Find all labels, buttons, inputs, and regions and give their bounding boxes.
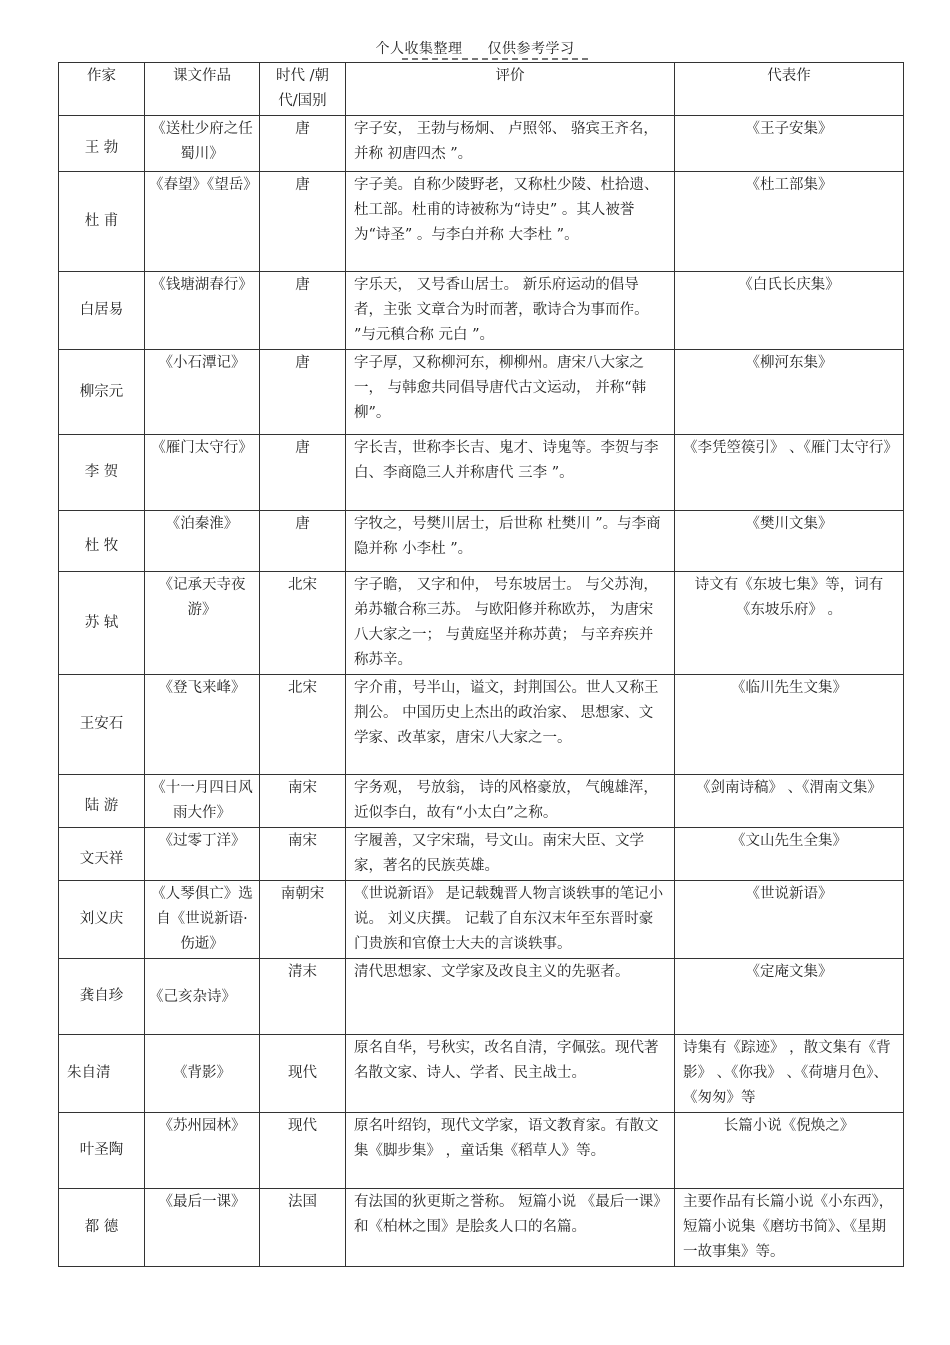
representative-cell: 诗集有《踪迹》 ，散文集有《背影》 、《你我》 、《荷塘月色》、《匆匆》等 bbox=[675, 1035, 904, 1113]
work-cell bbox=[145, 959, 260, 1035]
era-cell: 唐 bbox=[260, 350, 346, 435]
work-cell: 《人琴俱亡》选自《世说新语· 伤逝》 bbox=[145, 881, 260, 959]
table-row bbox=[59, 350, 904, 435]
author-cell bbox=[59, 435, 145, 511]
table-row bbox=[59, 675, 904, 775]
author-cell bbox=[59, 828, 145, 881]
work-cell: 《送杜少府之任蜀川》 bbox=[145, 116, 260, 172]
review-cell: 字务观， 号放翁， 诗的风格豪放， 气魄雄浑，近似李白，故有“小太白”之称。 bbox=[346, 775, 675, 828]
review-cell: 《世说新语》 是记载魏晋人物言谈轶事的笔记小说。 刘义庆撰。 记载了自东汉末年至东晋时豪门贵族和官僚士大夫的言谈轶事。 bbox=[346, 881, 675, 959]
page-header bbox=[0, 38, 950, 58]
era-cell: 唐 bbox=[260, 116, 346, 172]
era-cell: 唐 bbox=[260, 435, 346, 511]
representative-cell: 《杜工部集》 bbox=[675, 172, 904, 272]
work-cell: 《苏州园林》 bbox=[145, 1113, 260, 1189]
review-cell: 有法国的狄更斯之誉称。 短篇小说 《最后一课》和《柏林之围》是脍炙人口的名篇。 bbox=[346, 1189, 675, 1267]
review-cell: 字履善，又字宋瑞，号文山。南宋大臣、文学家，著名的民族英雄。 bbox=[346, 828, 675, 881]
column-header-era: 时代 /朝代/国别 bbox=[260, 63, 346, 116]
work-text: 《背影》 bbox=[173, 1065, 231, 1081]
representative-cell: 《樊川文集》 bbox=[675, 511, 904, 572]
era-cell: 唐 bbox=[260, 172, 346, 272]
representative-cell: 《白氏长庆集》 bbox=[675, 272, 904, 350]
table-row bbox=[59, 511, 904, 572]
work-cell: 《登飞来峰》 bbox=[145, 675, 260, 775]
author-name: 杜 牧 bbox=[84, 537, 119, 554]
header-right-text: 仅供参考学习 bbox=[487, 41, 575, 57]
author-cell bbox=[59, 959, 145, 1035]
representative-cell: 《柳河东集》 bbox=[675, 350, 904, 435]
column-header-author: 作家 bbox=[59, 63, 145, 116]
author-name: 苏 轼 bbox=[84, 614, 119, 631]
author-cell bbox=[59, 881, 145, 959]
table-row bbox=[59, 1113, 904, 1189]
author-cell bbox=[59, 1035, 145, 1113]
author-name: 王 勃 bbox=[84, 140, 119, 156]
author-name: 李 贺 bbox=[84, 464, 119, 480]
work-cell: 《春望》《望岳》 bbox=[145, 172, 260, 272]
representative-cell: 诗文有《东坡七集》等，词有《东坡乐府》 。 bbox=[675, 572, 904, 675]
work-cell bbox=[145, 1035, 260, 1113]
review-cell: 字牧之，号樊川居士，后世称 杜樊川 ”。与李商隐并称 小李杜 ”。 bbox=[346, 511, 675, 572]
author-name: 朱自清 bbox=[67, 1065, 111, 1081]
author-cell bbox=[59, 572, 145, 675]
author-cell bbox=[59, 1113, 145, 1189]
author-cell bbox=[59, 675, 145, 775]
header-divider bbox=[402, 58, 588, 60]
author-name: 王安石 bbox=[79, 716, 124, 732]
author-name: 杜 甫 bbox=[84, 213, 119, 229]
author-cell bbox=[59, 172, 145, 272]
author-cell bbox=[59, 350, 145, 435]
representative-cell: 长篇小说《倪焕之》 bbox=[675, 1113, 904, 1189]
table-row bbox=[59, 775, 904, 828]
review-cell: 字子安， 王勃与杨炯、 卢照邻、 骆宾王齐名，并称 初唐四杰 ”。 bbox=[346, 116, 675, 172]
header-left-text: 个人收集整理 bbox=[375, 41, 463, 57]
table-row bbox=[59, 272, 904, 350]
work-cell: 《雁门太守行》 bbox=[145, 435, 260, 511]
column-header-review: 评价 bbox=[346, 63, 675, 116]
table-header-row bbox=[59, 63, 904, 116]
table-row bbox=[59, 959, 904, 1035]
table-row bbox=[59, 828, 904, 881]
representative-cell: 《临川先生文集》 bbox=[675, 675, 904, 775]
era-cell: 南宋 bbox=[260, 775, 346, 828]
era-cell: 北宋 bbox=[260, 675, 346, 775]
era-cell: 唐 bbox=[260, 272, 346, 350]
author-cell bbox=[59, 272, 145, 350]
era-cell: 唐 bbox=[260, 511, 346, 572]
work-cell: 《记承天寺夜游》 bbox=[145, 572, 260, 675]
era-text: 现代 bbox=[288, 1065, 317, 1081]
column-header-work: 课文作品 bbox=[145, 63, 260, 116]
review-cell: 字子厚，又称柳河东，柳柳州。唐宋八大家之一， 与韩愈共同倡导唐代古文运动， 并称“韩柳”。 bbox=[346, 350, 675, 435]
work-text: 《己亥杂诗》 bbox=[149, 989, 236, 1005]
author-name: 柳宗元 bbox=[79, 383, 124, 400]
work-cell: 《泊秦淮》 bbox=[145, 511, 260, 572]
review-cell: 清代思想家、文学家及改良主义的先驱者。 bbox=[346, 959, 675, 1035]
table-row bbox=[59, 435, 904, 511]
representative-cell: 主要作品有长篇小说《小东西》，短篇小说集《磨坊书简》、《星期一故事集》等。 bbox=[675, 1189, 904, 1267]
table-row bbox=[59, 881, 904, 959]
column-header-representative: 代表作 bbox=[675, 63, 904, 116]
review-cell: 字子瞻， 又字和仲， 号东坡居士。 与父苏洵，弟苏辙合称三苏。 与欧阳修并称欧苏， 为唐宋八大家之一； 与黄庭坚并称苏黄； 与辛弃疾并称苏辛。 bbox=[346, 572, 675, 675]
work-cell: 《钱塘湖春行》 bbox=[145, 272, 260, 350]
table-row bbox=[59, 1189, 904, 1267]
table-row bbox=[59, 572, 904, 675]
author-cell bbox=[59, 775, 145, 828]
table-row bbox=[59, 1035, 904, 1113]
work-cell: 《十一月四日风雨大作》 bbox=[145, 775, 260, 828]
era-cell: 南朝宋 bbox=[260, 881, 346, 959]
author-name: 白居易 bbox=[79, 302, 124, 318]
era-cell bbox=[260, 1035, 346, 1113]
author-cell bbox=[59, 116, 145, 172]
author-cell bbox=[59, 511, 145, 572]
authors-table bbox=[58, 62, 904, 1267]
work-cell: 《最后一课》 bbox=[145, 1189, 260, 1267]
era-cell: 南宋 bbox=[260, 828, 346, 881]
representative-cell: 《李凭箜篌引》 、《雁门太守行》 bbox=[675, 435, 904, 511]
review-cell: 字乐天， 又号香山居士。 新乐府运动的倡导者，主张 文章合为时而著，歌诗合为事而作。 ”与元稹合称 元白 ”。 bbox=[346, 272, 675, 350]
review-cell: 字子美。自称少陵野老，又称杜少陵、杜拾遗、杜工部。杜甫的诗被称为“诗史” 。其人被誉为“诗圣” 。与李白并称 大李杜 ”。 bbox=[346, 172, 675, 272]
work-cell: 《小石潭记》 bbox=[145, 350, 260, 435]
representative-cell: 《王子安集》 bbox=[675, 116, 904, 172]
author-name: 文天祥 bbox=[79, 850, 124, 867]
representative-cell: 《定庵文集》 bbox=[675, 959, 904, 1035]
representative-cell: 《文山先生全集》 bbox=[675, 828, 904, 881]
author-name: 龚自珍 bbox=[79, 988, 124, 1004]
author-name: 叶圣陶 bbox=[79, 1142, 124, 1158]
author-name: 都 德 bbox=[84, 1219, 119, 1235]
review-cell: 原名叶绍钧，现代文学家，语文教育家。有散文集《脚步集》 ，童话集《稻草人》等。 bbox=[346, 1113, 675, 1189]
representative-cell: 《剑南诗稿》 、《渭南文集》 bbox=[675, 775, 904, 828]
table-row bbox=[59, 172, 904, 272]
representative-cell: 《世说新语》 bbox=[675, 881, 904, 959]
review-cell: 字长吉，世称李长吉、鬼才、诗鬼等。李贺与李白、李商隐三人并称唐代 三李 ”。 bbox=[346, 435, 675, 511]
era-cell: 法国 bbox=[260, 1189, 346, 1267]
author-name: 陆 游 bbox=[84, 797, 119, 814]
review-cell: 字介甫，号半山，谥文，封荆国公。世人又称王荆公。 中国历史上杰出的政治家、 思想家、文学家、改革家，唐宋八大家之一。 bbox=[346, 675, 675, 775]
table-row bbox=[59, 116, 904, 172]
author-cell bbox=[59, 1189, 145, 1267]
work-cell: 《过零丁洋》 bbox=[145, 828, 260, 881]
review-cell: 原名自华，号秋实，改名自清，字佩弦。现代著名散文家、诗人、学者、民主战士。 bbox=[346, 1035, 675, 1113]
era-cell: 北宋 bbox=[260, 572, 346, 675]
era-cell: 现代 bbox=[260, 1113, 346, 1189]
era-cell: 清末 bbox=[260, 959, 346, 1035]
author-name: 刘义庆 bbox=[79, 911, 124, 927]
